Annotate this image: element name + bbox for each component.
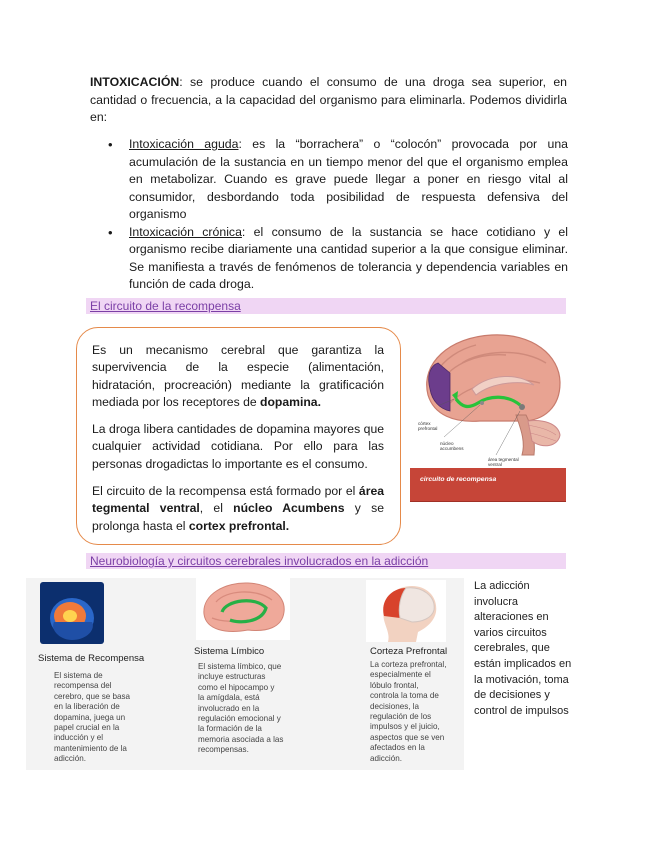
card-text-recompensa: El sistema de recompensa del cerebro, que se basa en la liberación de dopamina, juega un papel crucial en la inducción y el mantenimiento de la adicción. [54,671,131,764]
item-text: : es la “borrachera” o “colocón” provocada por una acumulación de la sustancia en un tiempo menor del que el organismo emplea en metabolizar. Cuando es grave puede llegar a poner en riesgo vital al consumidor, desbordando toda posibilidad de respuesta defensiva del organismo [129,137,568,221]
label-nucleo-accumbens: núcleo accumbens [440,441,464,451]
label-cortex-prefrontal: córtex prefrontal [418,421,438,431]
brain-reward-figure [410,323,566,501]
label-area-tegmental: área tegmental ventral [488,457,519,467]
section-heading-neurobiologia[interactable]: Neurobiología y circuitos cerebrales involucrados en la adicción [86,553,566,569]
card-text-limbico: El sistema límbico, que incluye estructuras como el hipocampo y la amígdala, está involucrado en la regulación emocional y la formación de la memoria asociada a las recompensas. [198,662,284,755]
callout-p1-text: Es un mecanismo cerebral que garantiza la supervivencia de la especie (alimentación, hidratación, procreación) mediante la gratificación mediada por los receptores de [92,343,384,409]
callout-paragraph-3 [92,483,384,535]
intoxicacion-text: : se produce cuando el consumo de una droga sea superior, en cantidad o frecuencia, a la capacidad del organismo para eliminarla. Podemos dividirla en: [90,75,567,124]
item-text: : el consumo de la sustancia se hace cotidiano y el organismo recibe diariamente una cantidad superior a la que consigue eliminar. Se manifiesta a través de fenómenos de tolerancia y dependencia variables en función de cada droga. [129,224,568,291]
intoxicacion-term: INTOXICACIÓN [90,75,180,89]
section-heading-circuito[interactable]: El circuito de la recompensa [86,298,566,314]
glowing-brain-image [40,582,104,644]
list-item [108,224,568,294]
card-text-prefrontal: La corteza prefrontal, especialmente el lóbulo frontal, controla la toma de decisiones, la regulación de los impulsos y el juicio, aspectos que se ven afectados en la adicción. [370,660,447,763]
side-text: La adicción involucra alteraciones en varios circuitos cerebrales, que están implicados en la motivación, toma de decisiones y control de impulsos [474,580,572,717]
limbic-brain-image [196,578,290,640]
intoxicacion-paragraph [90,74,567,127]
card-title-prefrontal: Corteza Prefrontal [370,646,448,657]
item-label: Intoxicación crónica [129,224,242,239]
callout-p3-bold-1: área tegmental ventral [92,484,384,516]
callout-p3-bold-3: cortex prefrontal. [188,518,290,533]
item-label: Intoxicación aguda [129,137,239,151]
circuits-panel [26,578,464,770]
callout-box [76,327,401,545]
intoxicacion-list [108,136,568,294]
figure-caption: circuito de recompensa [420,476,497,483]
callout-p3-c: , el [199,501,234,516]
callout-p3-d: y se prolonga hasta el [92,501,384,533]
callout-p3-a: El circuito de la recompensa está formado por el [92,484,359,499]
figure-caption-bar [410,468,566,502]
brain-sagittal-illustration [410,323,566,468]
list-item [108,136,568,224]
callout-p1-bold: dopamina. [260,394,321,409]
callout-paragraph-1 [92,342,384,411]
prefrontal-head-image [366,580,446,642]
callout-p3-bold-2: núcleo Acumbens [233,501,345,516]
card-title-limbico: Sistema Límbico [194,646,265,657]
card-title-recompensa: Sistema de Recompensa [38,653,145,664]
callout-paragraph-2: La droga libera cantidades de dopamina mayores que cualquier actividad cotidiana. Por ello para las personas drogadictas lo importante es el consumo. [92,422,384,471]
